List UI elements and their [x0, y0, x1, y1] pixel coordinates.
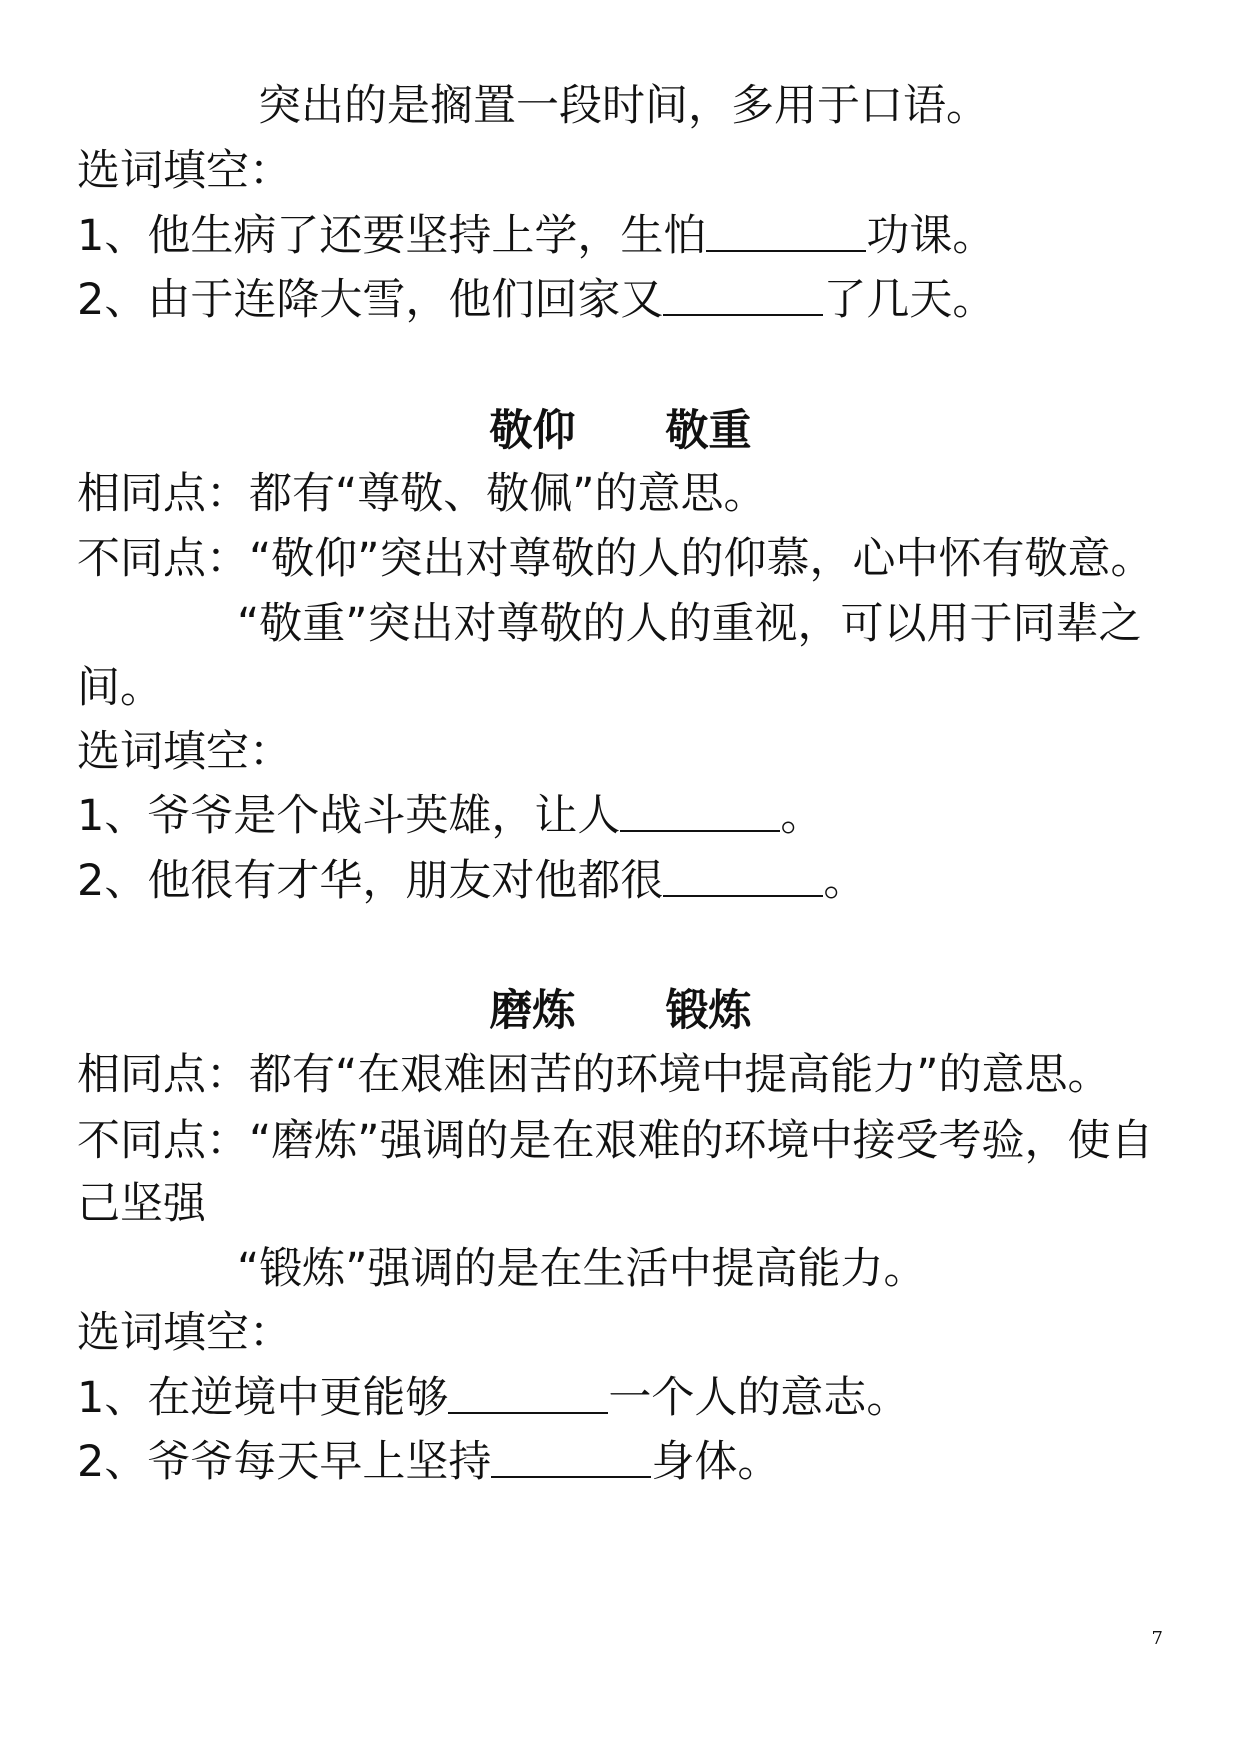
question-text-pre: 2、爷爷每天早上坚持	[77, 1437, 492, 1487]
diff-point-1-cont: 己坚强	[77, 1179, 206, 1229]
word-a: 敬仰	[489, 406, 576, 456]
section-title	[0, 403, 1241, 459]
word-a: 磨炼	[489, 986, 576, 1036]
question-text-post: 功课。	[866, 211, 996, 261]
page-number: 7	[1151, 1628, 1163, 1649]
diff-point-1: 不同点：“磨炼”强调的是在艰难的环境中接受考验，使自	[77, 1116, 1154, 1166]
fill-blank-label: 选词填空：	[77, 146, 292, 196]
question-2	[77, 853, 1181, 909]
question-text-pre: 2、由于连降大雪，他们回家又	[77, 275, 664, 325]
diff-point-2-cont: 间。	[77, 663, 163, 713]
diff-point-2: “锻炼”强调的是在生活中提高能力。	[237, 1244, 927, 1294]
answer-blank[interactable]	[706, 214, 866, 252]
diff-point-1: 不同点：“敬仰”突出对尊敬的人的仰慕，心中怀有敬意。	[77, 534, 1154, 584]
same-point: 相同点：都有“尊敬、敬佩”的意思。	[77, 469, 767, 519]
question-text-post: 一个人的意志。	[608, 1373, 910, 1423]
question-text-post: 身体。	[651, 1437, 781, 1487]
word-b: 敬重	[665, 406, 752, 456]
answer-blank[interactable]	[620, 794, 780, 832]
question-2	[77, 1434, 1181, 1490]
answer-blank[interactable]	[448, 1376, 608, 1414]
continuation-line: 突出的是搁置一段时间，多用于口语。	[258, 81, 989, 131]
question-text-pre: 1、爷爷是个战斗英雄，让人	[77, 791, 621, 841]
question-text-pre: 1、在逆境中更能够	[77, 1373, 449, 1423]
fill-blank-label: 选词填空：	[77, 1308, 292, 1358]
question-text-post: 。	[823, 856, 867, 906]
question-text-pre: 1、他生病了还要坚持上学，生怕	[77, 211, 707, 261]
question-1	[77, 1370, 1181, 1426]
section-title	[0, 983, 1241, 1039]
question-text-post: 。	[780, 791, 824, 841]
answer-blank[interactable]	[491, 1440, 651, 1478]
fill-blank-label: 选词填空：	[77, 727, 292, 777]
same-point: 相同点：都有“在艰难困苦的环境中提高能力”的意思。	[77, 1050, 1111, 1100]
question-1	[77, 208, 1181, 264]
answer-blank[interactable]	[663, 278, 823, 316]
question-text-post: 了几天。	[823, 275, 996, 325]
question-text-pre: 2、他很有才华，朋友对他都很	[77, 856, 664, 906]
diff-point-2: “敬重”突出对尊敬的人的重视，可以用于同辈之	[237, 599, 1142, 649]
question-2	[77, 272, 1181, 328]
answer-blank[interactable]	[663, 859, 823, 897]
question-1	[77, 788, 1181, 844]
word-b: 锻炼	[665, 986, 752, 1036]
